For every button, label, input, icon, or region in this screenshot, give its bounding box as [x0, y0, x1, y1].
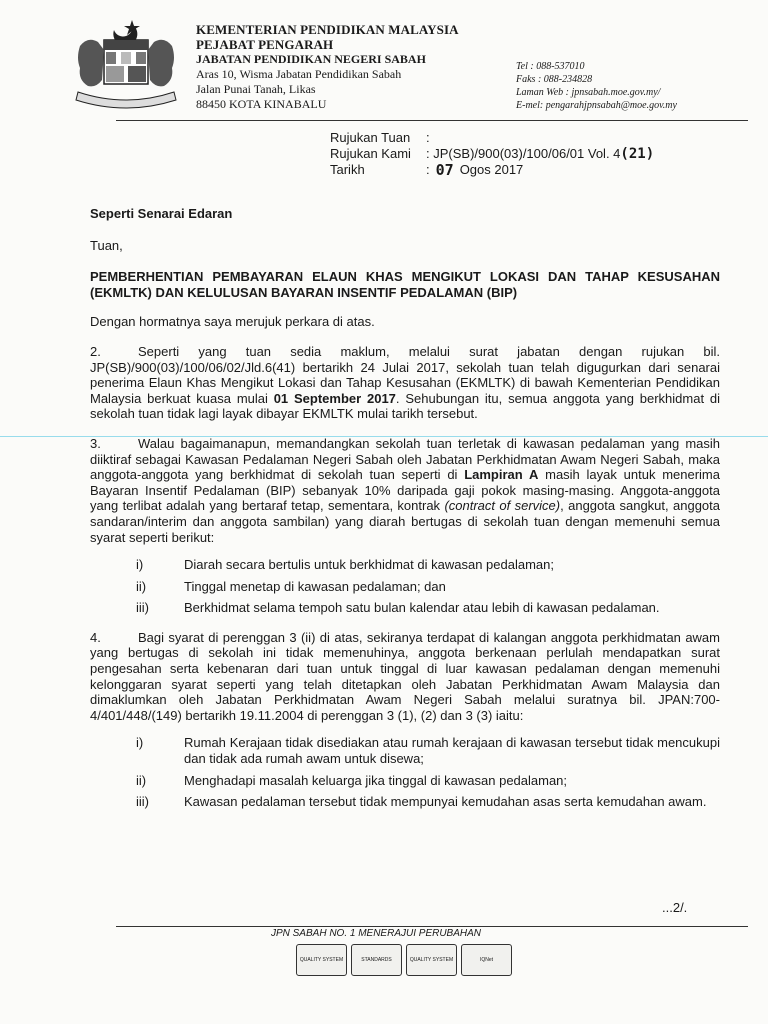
paragraph-2-number: 2.: [90, 343, 101, 359]
paragraph-2-text-a: Seperti yang tuan sedia maklum, melalui surat jabatan dengan rujukan bil. JP(SB)/900(03)/100/06/02/Jld.6(41) bertarikh 24 Julai 2017, sekolah tuan telah digugurkan dari senarai penerima Elaun Khas Mengikut Lokasi dan Tahap Kesusahan (EKMLTK) di bawah Kementerian Pendidikan Malaysia berkuat kuasa mulai: [90, 343, 720, 406]
reference-block: [330, 130, 654, 178]
paragraph-3-italic: (contract of service): [444, 498, 561, 514]
ref-kami-row: [330, 146, 654, 162]
list-item: iii) Kawasan pedalaman tersebut tidak mempunyai kemudahan asas serta kemudahan awam.: [136, 794, 707, 810]
list-item: ii) Menghadapi masalah keluarga jika tinggal di kawasan pedalaman;: [136, 772, 568, 788]
letter-body: [90, 206, 720, 816]
ref-tarikh-label: Tarikh: [330, 162, 365, 177]
paragraph-3-text-a: Walau bagaimanapun, memandangkan sekolah tuan terletak di kawasan pedalaman yang masih diiktiraf sebagai Kawasan Pedalaman Negeri Sabah oleh Jabatan Perkhidmatan Awam Negeri Sabah, maka anggota-anggota yang berkhidmat di sekolah tuan seperti di: [90, 435, 720, 483]
address-line-1: Aras 10, Wisma Jabatan Pendidikan Sabah: [196, 67, 402, 81]
ref-tuan-row: [330, 130, 654, 146]
letterhead-contact: [516, 60, 756, 112]
ref-tuan-value: :: [426, 130, 430, 145]
paragraph-3-text-b: masih layak untuk menerima Bayaran Insentif Pedalaman (BIP) sebanyak 10% daripada gaji pokok masing-masing. Anggota-anggota yang terlibat adalah yang bertaraf tetap, sementara, kontrak: [90, 467, 720, 514]
ref-tarikh-row: [330, 162, 654, 178]
salutation: Tuan,: [90, 237, 123, 253]
continuation-marker: ...2/.: [662, 900, 688, 915]
ref-tuan-label: Rujukan Tuan: [330, 130, 411, 145]
list-item: i) Diarah secara bertulis untuk berkhidmat di kawasan pedalaman;: [136, 557, 554, 573]
paragraph-2-date: 01 September 2017: [273, 390, 396, 406]
org-department: JABATAN PENDIDIKAN NEGERI SABAH: [196, 52, 426, 66]
address-line-2: Jalan Punai Tanah, Likas: [196, 82, 316, 96]
paragraph-2: [90, 344, 720, 422]
ref-kami-label: Rujukan Kami: [330, 146, 411, 161]
paragraph-4-text: Bagi syarat di perenggan 3 (ii) di atas, sekiranya terdapat di kalangan anggota perkhidmatan awam yang bertugas di sekolah ini tidak memenuhinya, anggota berkenaan perlulah mendapatkan surat pengesahan serta kebenaran dari tuan untuk tinggal di luar kawasan pedalaman dengan memenuhi kelonggaran syarat seperti yang telah ditetapkan oleh Jabatan Perkhidmatan Awam Malaysia dan dimaklumkan oleh Jabatan Perkhidmatan Awam Negeri Sabah melalui suratnya bil. JPAN:700-4/401/448/(149) bertarikh 19.11.2004 di perenggan 3 (1), (2) dan 3 (3) iaitu:: [90, 629, 720, 723]
subject: PEMBERHENTIAN PEMBAYARAN ELAUN KHAS MENGIKUT LOKASI DAN TAHAP KESUSAHAN (EKMLTK) DAN KELULUSAN BAYARAN INSENTIF PEDALAMAN (BIP): [90, 269, 720, 300]
paragraph-4-number: 4.: [90, 629, 101, 645]
letterhead-divider: [116, 120, 748, 121]
paragraph-3-text-c: , anggota sangkut, anggota sandaran/interim dan anggota sambilan) yang diarah bertugas di sekolah tuan dengan memenuhi semua syarat seperti berikut:: [90, 498, 720, 545]
paragraph-2-text-b: . Sehubungan itu, semua anggota yang berkhidmat di sekolah tuan tidak lagi layak dibayar EKMLTK mulai tarikh tersebut.: [90, 390, 720, 422]
contact-fax: Faks : 088-234828: [516, 74, 593, 85]
paragraph-3-lampiran: Lampiran A: [464, 467, 539, 483]
ref-kami-value: : JP(SB)/900(03)/100/06/01 Vol. 4: [426, 146, 621, 161]
paragraph-3: [90, 436, 720, 545]
quality-system-logo-2: QUALITY SYSTEM: [406, 944, 457, 976]
list-item: ii) Tinggal menetap di kawasan pedalaman; dan: [136, 578, 446, 594]
paragraph-3-conditions: [90, 557, 720, 616]
intro-paragraph: Dengan hormatnya saya merujuk perkara di atas.: [90, 314, 375, 330]
contact-email: E-mel: pengarahjpnsabah@moe.gov.my: [516, 100, 677, 111]
ref-tarikh-rest: Ogos 2017: [459, 162, 524, 177]
list-item: iii) Berkhidmat selama tempoh satu bulan kalendar atau lebih di kawasan pedalaman.: [136, 600, 660, 616]
contact-web: Laman Web : jpnsabah.moe.gov.my/: [516, 87, 661, 98]
quality-system-logo: QUALITY SYSTEM: [296, 944, 347, 976]
footer-divider: [116, 926, 748, 927]
ref-tarikh-colon: :: [426, 162, 430, 177]
org-office: PEJABAT PENGARAH: [196, 37, 334, 52]
org-ministry: KEMENTERIAN PENDIDIKAN MALAYSIA: [196, 22, 459, 37]
paragraph-3-number: 3.: [90, 435, 101, 451]
standards-logo: STANDARDS: [351, 944, 402, 976]
footer-slogan: JPN SABAH NO. 1 MENERAJUI PERUBAHAN: [270, 928, 482, 939]
certification-logos: [296, 944, 512, 988]
ref-tarikh-day: 07: [435, 161, 454, 179]
ref-kami-handwritten: (21): [620, 146, 655, 162]
paragraph-4: [90, 630, 720, 724]
letterhead-organisation: [196, 22, 516, 112]
list-item: i) Rumah Kerajaan tidak disediakan atau rumah kerajaan di kawasan tersebut tidak mencukupi dan tidak ada rumah awam untuk disewa;: [136, 735, 720, 767]
iqnet-logo: IQNet: [461, 944, 512, 976]
paragraph-4-conditions: [90, 735, 720, 809]
contact-tel: Tel : 088-537010: [516, 61, 585, 72]
malaysia-coat-of-arms-icon: [70, 16, 182, 112]
address-line-3: 88450 KOTA KINABALU: [196, 97, 327, 111]
recipient: Seperti Senarai Edaran: [90, 206, 233, 221]
